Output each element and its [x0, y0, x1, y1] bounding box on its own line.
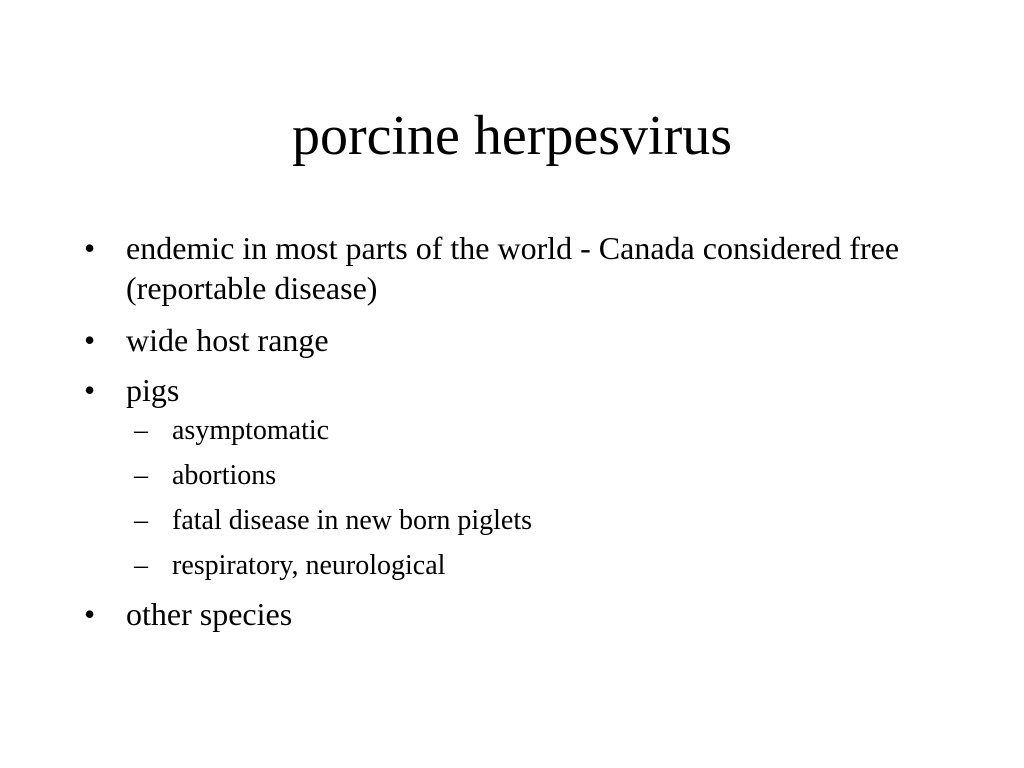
- bullet-text: wide host range: [126, 322, 329, 358]
- bullet-marker: •: [84, 596, 96, 632]
- sub-marker: –: [134, 415, 148, 446]
- sub-item-text: asymptomatic: [172, 415, 330, 446]
- bullet-list: [84, 228, 964, 644]
- bullet-marker: •: [84, 372, 96, 408]
- sub-item-text: fatal disease in new born piglets: [172, 505, 533, 536]
- sub-item-text: abortions: [172, 460, 277, 491]
- bullet-item: [84, 228, 964, 308]
- bullet-text: pigs: [126, 372, 180, 408]
- bullet-text: other species: [126, 596, 293, 632]
- sub-marker: –: [134, 550, 148, 581]
- sub-item-text: respiratory, neurological: [172, 550, 446, 581]
- bullet-item: [84, 320, 964, 360]
- slide-title: porcine herpesvirus: [291, 105, 733, 167]
- bullet-item: [84, 370, 964, 583]
- bullet-text: endemic in most parts of the world - Canada considered free (reportable disease): [126, 230, 900, 306]
- bullet-marker: •: [84, 230, 96, 266]
- sub-item: [126, 549, 964, 583]
- bullet-marker: •: [84, 322, 96, 358]
- sub-marker: –: [134, 460, 148, 491]
- sub-item: [126, 414, 964, 448]
- sub-item: [126, 504, 964, 538]
- sub-marker: –: [134, 505, 148, 536]
- sub-item: [126, 459, 964, 493]
- bullet-item: [84, 594, 964, 634]
- sub-list: [126, 414, 964, 583]
